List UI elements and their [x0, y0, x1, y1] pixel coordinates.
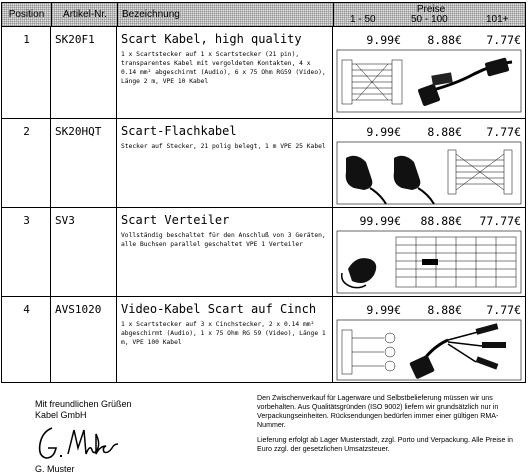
row-title: Scart Kabel, high quality: [121, 32, 302, 46]
row-price-tier-3: 7.77€: [486, 125, 521, 139]
row-position: 3: [23, 214, 30, 227]
row-description: Stecker auf Stecker, 21 polig belegt, 1 m VPE 25 Kabel: [121, 143, 326, 150]
table-row: [1, 119, 526, 208]
row-price-tier-3: 7.77€: [486, 33, 521, 47]
row-position: 2: [23, 125, 30, 138]
header-bezeichnung: Bezeichnung: [122, 9, 180, 20]
terms-block: [257, 394, 525, 460]
signatory-name: G. Muster: [35, 464, 75, 474]
table-header: [1, 2, 526, 27]
row-price-tier-2: 8.88€: [427, 303, 462, 317]
row-price-tier-1: 9.99€: [366, 33, 401, 47]
row-price-tier-1: 99.99€: [359, 214, 401, 228]
closing-block: [35, 399, 132, 421]
row-artikel: SK20HQT: [55, 125, 102, 138]
header-tier-1: 1 - 50: [350, 14, 376, 25]
scart-cable-image: [336, 48, 522, 114]
table-row: [1, 208, 526, 297]
row-artikel: AVS1020: [55, 303, 102, 316]
row-price-tier-2: 88.88€: [420, 214, 462, 228]
row-title: Scart-Flachkabel: [121, 124, 237, 138]
row-price-tier-1: 9.99€: [366, 125, 401, 139]
row-title: Scart Verteiler: [121, 213, 230, 227]
row-artikel: SV3: [55, 214, 75, 227]
row-price-tier-3: 7.77€: [486, 303, 521, 317]
closing-greeting: Mit freundlichen Grüßen: [35, 399, 132, 409]
scart-flat-cable-image: [336, 140, 522, 206]
header-position: Position: [8, 9, 45, 20]
row-artikel: SK20F1: [55, 33, 95, 46]
header-tier-3: 101+: [486, 14, 509, 25]
handwritten-signature: [32, 420, 132, 464]
header-preise: Preise: [416, 4, 446, 15]
row-description: Vollständig beschaltet für den Anschluß von 3 Geräten, alle Buchsen parallel geschaltet VPE 1 Verteiler: [121, 232, 326, 248]
row-position: 1: [23, 33, 30, 46]
row-price-tier-2: 8.88€: [427, 33, 462, 47]
header-artikel: Artikel-Nr.: [63, 9, 107, 20]
product-table: [1, 2, 526, 380]
row-position: 4: [23, 303, 30, 316]
row-description: 1 x Scartstecker auf 3 x Cinchstecker, 2 x 0.14 mm² abgeschirmt (Audio), 1 x 75 Ohm RG 59 (Video), Länge 1 m, VPE 100 Kabel: [121, 321, 326, 346]
delivery-paragraph: Lieferung erfolgt ab Lager Musterstadt, zzgl. Porto und Verpackung. Alle Preise in Euro zzgl. der gesetzlichen Umsatzsteuer.: [257, 436, 513, 453]
table-row: [1, 297, 526, 383]
terms-paragraph: Den Zwischenverkauf für Lagerware und Selbstbelieferung müssen wir uns vorbehalten. Aus Qualitätsgründen (ISO 9002) liefern wir grundsätzlich nur in Verpackungseinheiten. Rücksendungen bedürfen immer einer gültigen RMA-Nummer.: [257, 394, 499, 429]
row-title: Video-Kabel Scart auf Cinch: [121, 302, 317, 316]
row-price-tier-1: 9.99€: [366, 303, 401, 317]
row-price-tier-2: 8.88€: [427, 125, 462, 139]
scart-distributor-image: [336, 229, 522, 295]
header-tier-2: 50 - 100: [411, 14, 448, 25]
scart-cinch-cable-image: [336, 318, 522, 384]
row-description: 1 x Scartstecker auf 1 x Scartstecker (21 pin), transparentes Kabel mit vergoldeten Kontakten, 4 x 0.14 mm² abgeschirmt (Audio), 6 x 75 Ohm RG59 (Video), Länge 2 m, VPE 10 Kabel: [121, 51, 326, 85]
table-row: [1, 27, 526, 119]
row-price-tier-3: 77.77€: [479, 214, 521, 228]
company-name: Kabel GmbH: [35, 410, 87, 420]
